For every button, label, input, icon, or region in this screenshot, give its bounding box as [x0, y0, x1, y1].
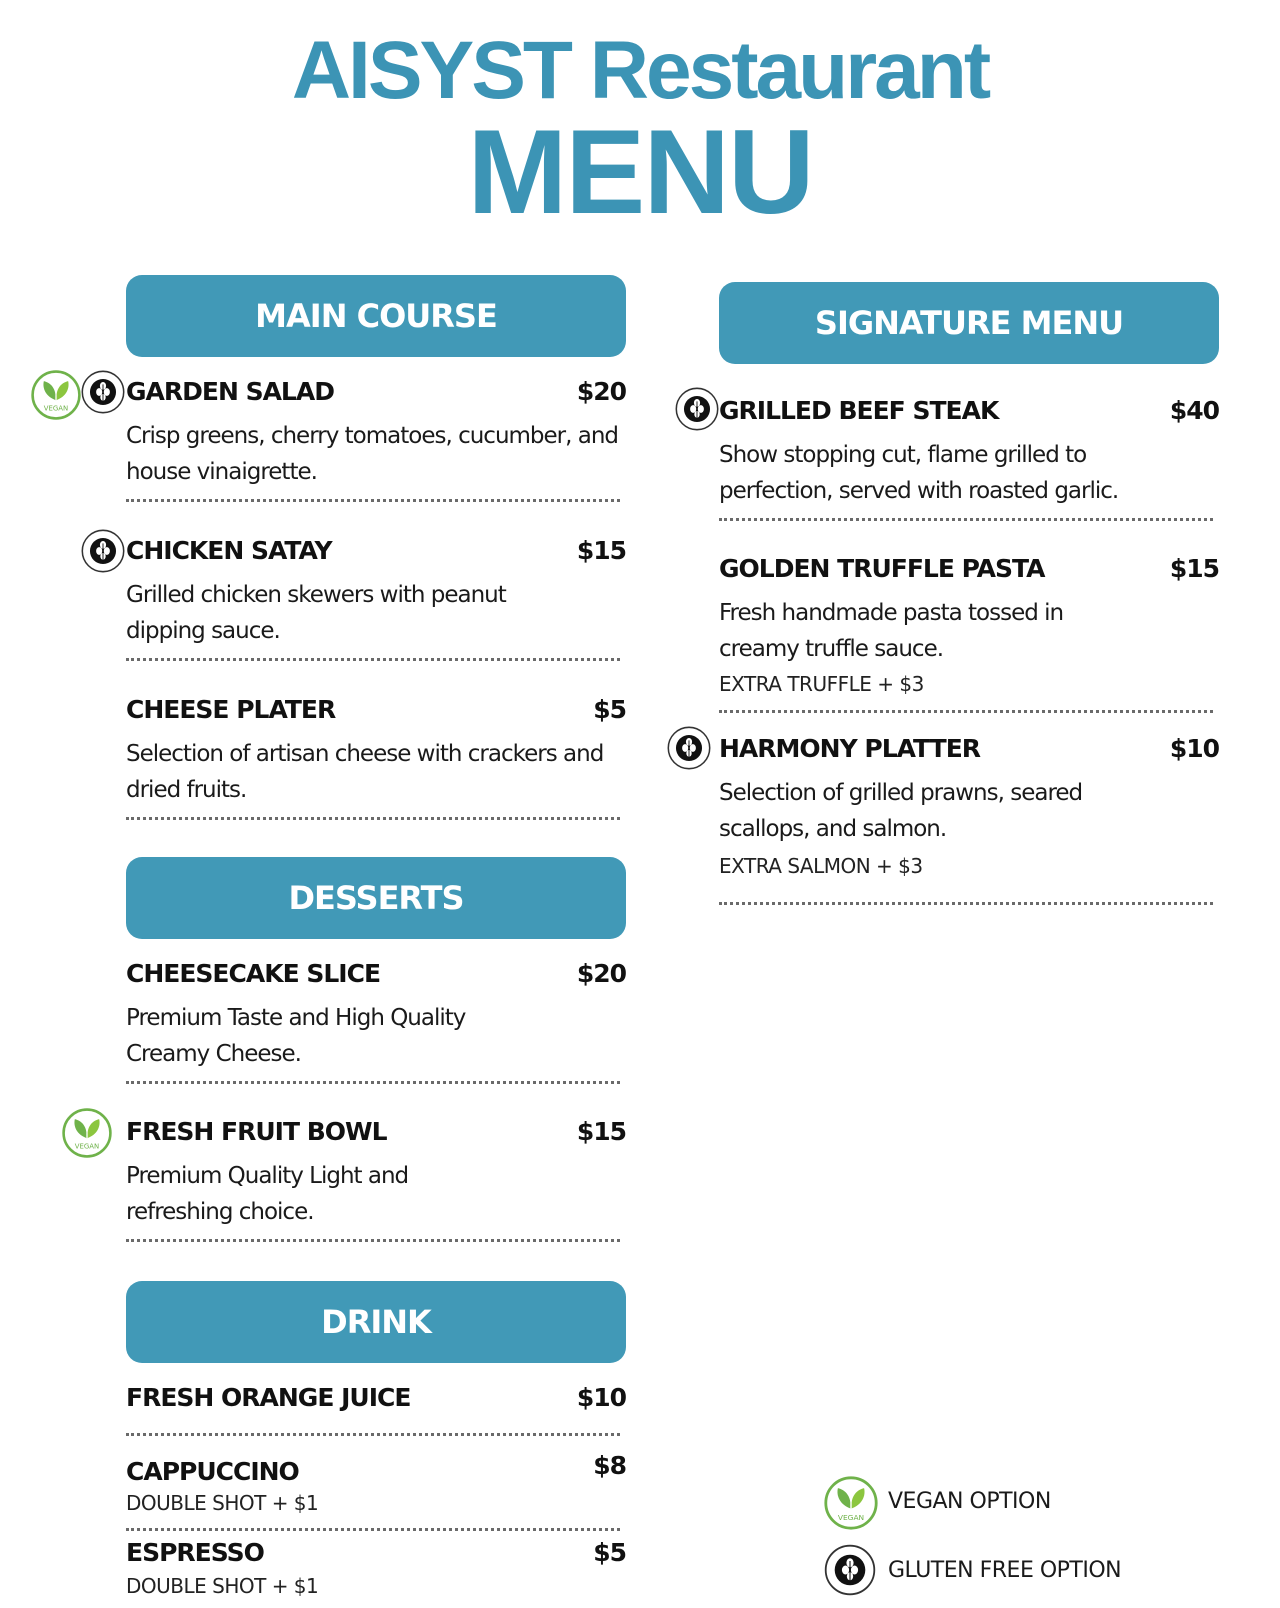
- item-divider: [126, 1239, 620, 1242]
- item-description: Show stopping cut, flame grilled to perfection, served with roasted garlic.: [719, 442, 1119, 504]
- item-divider: [126, 499, 620, 502]
- legend-vegan-label: VEGAN OPTION: [888, 1489, 1051, 1514]
- item-price: $15: [1169, 554, 1219, 583]
- item-price: $5: [593, 1538, 626, 1567]
- section-banner-desserts: DESSERTS: [126, 857, 626, 939]
- item-name: CHICKEN SATAY: [126, 536, 332, 565]
- menu-item-fresh-orange-juice: [126, 1382, 626, 1418]
- item-extra: EXTRA TRUFFLE + $3: [719, 672, 924, 696]
- item-extra: DOUBLE SHOT + $1: [126, 1491, 319, 1515]
- item-divider: [126, 1433, 620, 1436]
- restaurant-name: AISYST Restaurant: [291, 25, 989, 116]
- item-price: $8: [593, 1451, 626, 1480]
- item-name: GOLDEN TRUFFLE PASTA: [719, 554, 1045, 583]
- menu-item-chicken-satay: [126, 535, 626, 665]
- item-divider: [719, 902, 1213, 905]
- item-description: Fresh handmade pasta tossed in creamy truffle sauce.: [719, 600, 1064, 662]
- menu-item-espresso: [126, 1537, 626, 1603]
- menu-item-garden-salad: [126, 376, 626, 506]
- menu-item-cheesecake-slice: [126, 958, 626, 1088]
- item-divider: [126, 658, 620, 661]
- item-description: Selection of grilled prawns, seared scallops, and salmon.: [719, 780, 1083, 842]
- item-name: ESPRESSO: [126, 1538, 264, 1567]
- item-divider: [719, 518, 1213, 521]
- vegan-icon: [61, 1107, 113, 1159]
- item-description: Selection of artisan cheese with crackers and dried fruits.: [126, 741, 604, 803]
- menu-item-golden-truffle-pasta: [719, 553, 1219, 713]
- item-divider: [126, 1081, 620, 1084]
- item-name: CHEESE PLATER: [126, 695, 336, 724]
- section-banner-signature-menu: SIGNATURE MENU: [719, 282, 1219, 364]
- menu-item-cappuccino: [126, 1450, 626, 1516]
- section-banner-drink: DRINK: [126, 1281, 626, 1363]
- menu-item-grilled-beef-steak: [719, 395, 1219, 525]
- item-name: FRESH FRUIT BOWL: [126, 1117, 387, 1146]
- gluten-free-icon: [674, 386, 720, 432]
- item-price: $5: [593, 695, 626, 724]
- item-price: $20: [576, 959, 626, 988]
- item-name: CHEESECAKE SLICE: [126, 959, 381, 988]
- item-description: Grilled chicken skewers with peanut dipping sauce.: [126, 582, 506, 644]
- gluten-free-icon: [666, 725, 712, 771]
- item-name: CAPPUCCINO: [126, 1457, 299, 1486]
- item-divider: [126, 817, 620, 820]
- item-price: $10: [576, 1383, 626, 1412]
- vegan-icon: [30, 369, 82, 421]
- item-name: GARDEN SALAD: [126, 377, 334, 406]
- item-name: FRESH ORANGE JUICE: [126, 1383, 411, 1412]
- menu-item-fresh-fruit-bowl: [126, 1116, 626, 1246]
- gluten-free-icon: [80, 528, 126, 574]
- item-name: HARMONY PLATTER: [719, 734, 981, 763]
- item-divider: [719, 710, 1213, 713]
- item-price: $15: [576, 1117, 626, 1146]
- legend-gluten-free-label: GLUTEN FREE OPTION: [888, 1558, 1122, 1583]
- item-price: $40: [1169, 396, 1219, 425]
- item-price: $20: [576, 377, 626, 406]
- menu-item-cheese-plater: [126, 694, 626, 824]
- vegan-icon: [823, 1475, 879, 1531]
- item-price: $10: [1169, 734, 1219, 763]
- item-description: Premium Taste and High Quality Creamy Cheese.: [126, 1005, 466, 1067]
- item-extra: EXTRA SALMON + $3: [719, 854, 923, 878]
- gluten-free-icon: [823, 1543, 877, 1597]
- item-name: GRILLED BEEF STEAK: [719, 396, 999, 425]
- item-description: Premium Quality Light and refreshing choice.: [126, 1163, 409, 1225]
- item-description: Crisp greens, cherry tomatoes, cucumber, and house vinaigrette.: [126, 423, 619, 485]
- gluten-free-icon: [80, 369, 126, 415]
- menu-item-harmony-platter: [719, 733, 1219, 893]
- item-price: $15: [576, 536, 626, 565]
- menu-heading: MENU: [467, 105, 813, 239]
- item-divider: [126, 1528, 620, 1531]
- item-extra: DOUBLE SHOT + $1: [126, 1574, 319, 1598]
- section-banner-main-course: MAIN COURSE: [126, 275, 626, 357]
